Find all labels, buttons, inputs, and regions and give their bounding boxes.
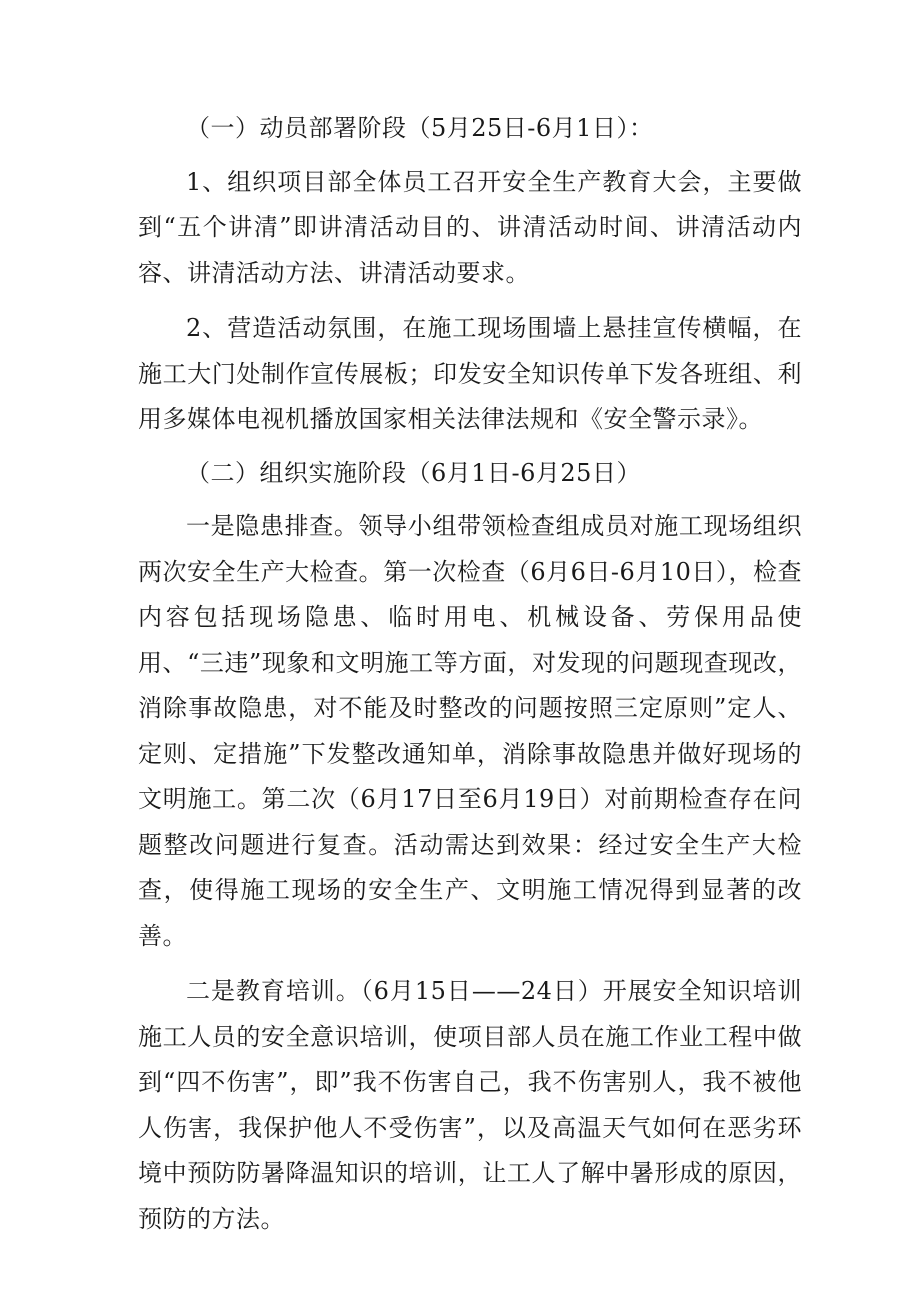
section-2-heading: （二）组织实施阶段（6月1日-6月25日）	[186, 458, 641, 487]
spacer	[138, 443, 802, 451]
section-2-paragraph-1: 一是隐患排查。领导小组带领检查组成员对施工现场组织两次安全生产大检查。第一次检查（6月6日-6月10日），检查内容包括现场隐患、临时用电、机械设备、劳保用品使用、“三违”现象和文明施工等方面，对发现的问题现查现改，消除事故隐患，对不能及时整改的问题按照三定原则”定人、定则、定措施”下发整改通知单，消除事故隐患并做好现场的文明施工。第二次（6月17日至6月19日）对前期检查存在问题整改问题进行复查。活动需达到效果：经过安全生产大检查，使得施工现场的安全生产、文明施工情况得到显著的改善。	[138, 512, 802, 950]
spacer	[138, 296, 802, 306]
section-1-item-2: 2、营造活动氛围，在施工现场围墙上悬挂宣传横幅，在施工大门处制作宣传展板；印发安全知识传单下发各班组、利用多媒体电视机播放国家相关法律法规和《安全警示录》。	[138, 314, 802, 433]
section-2-paragraph-2: 二是教育培训。（6月15日——24日）开展安全知识培训施工人员的安全意识培训，使项目部人员在施工作业工程中做到“四不伤害”，即”我不伤害自己，我不伤害别人，我不被他人伤害，我保护他人不受伤害”，以及高温天气如何在恶劣环境中预防防暑降温知识的培训，让工人了解中暑形成的原因，预防的方法。	[138, 977, 802, 1233]
section-1-heading: （一）动员部署阶段（5月25日-6月1日）：	[186, 114, 654, 142]
spacer	[138, 152, 802, 160]
section-1-item-1: 1、组织项目部全体员工召开安全生产教育大会，主要做到“五个讲清”即讲清活动目的、讲清活动时间、讲清活动内容、讲清活动方法、讲清活动要求。	[138, 167, 802, 287]
spacer	[138, 496, 802, 504]
spacer	[138, 959, 802, 969]
